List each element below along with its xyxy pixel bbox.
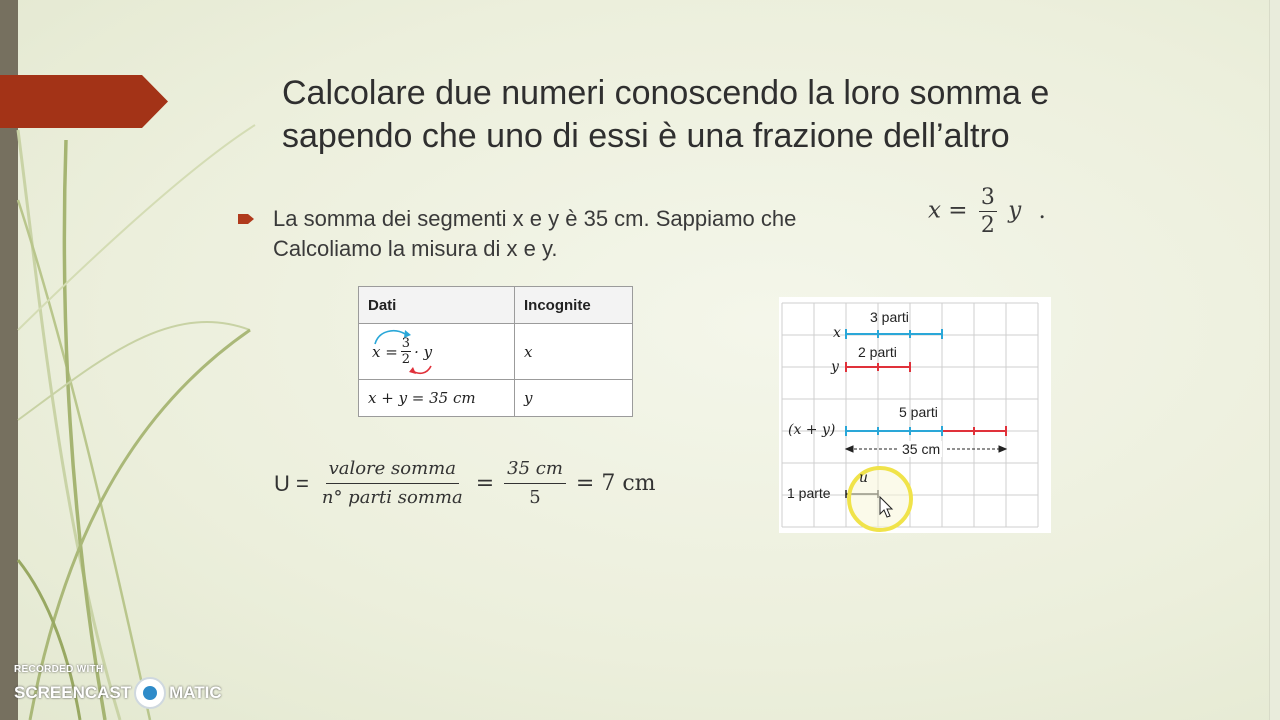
label-x-plus-y: (x + y) xyxy=(788,422,836,438)
watermark-recorded-text: RECORDED WITH xyxy=(14,664,104,675)
cell-fraction-num: 3 xyxy=(401,336,411,351)
label-5-parti: 5 parti xyxy=(899,404,938,420)
unit-fraction-2 xyxy=(504,455,566,512)
cell-fraction xyxy=(401,336,411,367)
table-row xyxy=(359,380,633,417)
screencast-watermark xyxy=(14,664,222,709)
title-banner-arrow xyxy=(0,75,168,128)
label-u: u xyxy=(859,470,869,486)
sum-segment xyxy=(846,426,1006,436)
unit-formula xyxy=(272,455,658,512)
slide-title-line1: Calcolare due numeri conoscendo la loro somma e xyxy=(282,74,1050,112)
arrow-bullet-icon xyxy=(238,213,254,225)
label-1-parte: 1 parte xyxy=(787,485,831,501)
label-35-cm: 35 cm xyxy=(902,441,941,457)
y-segment xyxy=(846,362,910,372)
unit-formula-result: = 7 cm xyxy=(575,471,656,496)
unit-fraction-2-num: 35 cm xyxy=(504,455,566,484)
bullet-text-line1: La somma dei segmenti x e y è 35 cm. Sappiamo che xyxy=(273,206,797,231)
label-3-parti: 3 parti xyxy=(870,309,909,325)
watermark-brand-right: MATIC xyxy=(169,683,222,702)
formula-lhs: x = xyxy=(928,197,968,224)
fraction-3-2 xyxy=(979,184,997,239)
unit-fraction-2-den: 5 xyxy=(529,487,541,508)
formula-period: . xyxy=(1038,197,1046,224)
unit-formula-equals: = xyxy=(475,471,495,496)
x-segment xyxy=(846,329,942,339)
screencast-logo-icon xyxy=(134,677,166,709)
bullet-text-line2: Calcoliamo la misura di x e y. xyxy=(273,236,558,261)
unit-formula-lhs: U = xyxy=(274,470,309,496)
cell-fraction-den: 2 xyxy=(401,352,411,367)
watermark-brand xyxy=(14,677,222,709)
watermark-brand-left: SCREENCAST xyxy=(14,683,132,702)
fraction-denominator: 2 xyxy=(980,213,995,238)
cell-rhs: · y xyxy=(414,342,433,361)
slide-title xyxy=(282,72,1242,158)
unit-fraction-1-num: valore somma xyxy=(326,455,459,484)
table-header-incognite: Incognite xyxy=(515,287,633,324)
table-cell-dato: x + y = 35 cm xyxy=(359,380,515,417)
data-unknowns-table xyxy=(358,286,633,417)
label-2-parti: 2 parti xyxy=(858,344,897,360)
table-cell-dato xyxy=(359,324,515,380)
segment-diagram xyxy=(779,297,1051,533)
table-header-dati: Dati xyxy=(359,287,515,324)
label-y: y xyxy=(831,359,839,375)
table-cell-incognita: x xyxy=(515,324,633,380)
unit-fraction-1 xyxy=(319,455,466,512)
slide-right-strip xyxy=(1269,0,1280,720)
fraction-numerator: 3 xyxy=(980,185,995,210)
table-cell-incognita: y xyxy=(515,380,633,417)
slide-title-line2: sapendo che uno di essi è una frazione dell’altro xyxy=(282,117,1010,155)
cell-lhs: x = xyxy=(372,342,398,361)
relation-formula xyxy=(928,184,1046,239)
unit-fraction-1-den: n° parti somma xyxy=(321,487,463,508)
table-row xyxy=(359,324,633,380)
formula-variable: y xyxy=(1008,197,1022,224)
label-x: x xyxy=(833,325,841,341)
